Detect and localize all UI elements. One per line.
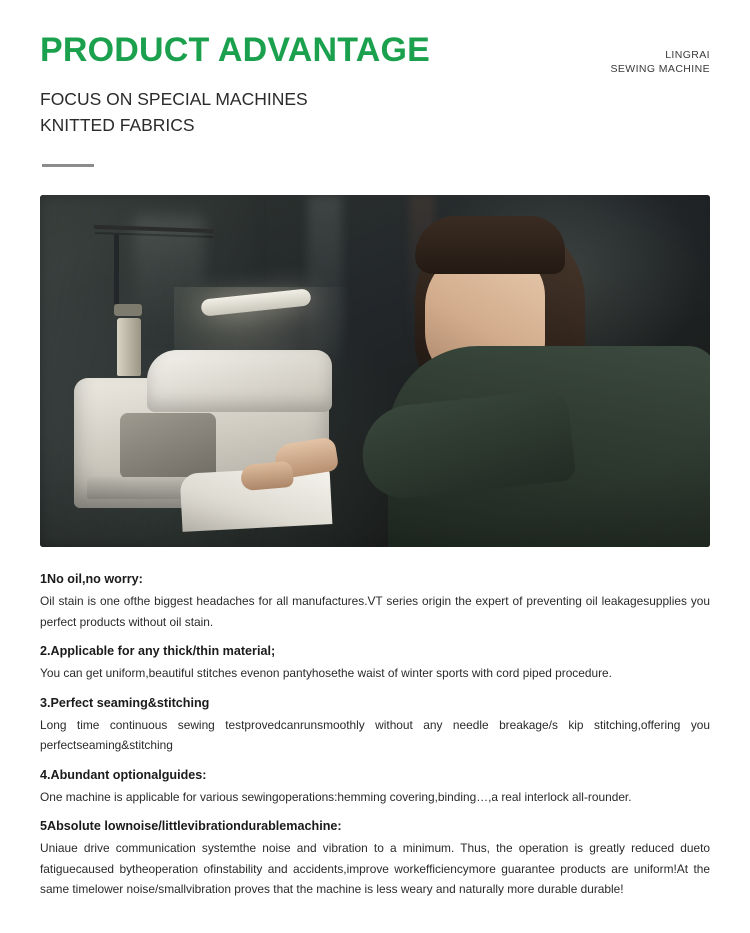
advantages-list [40,569,710,900]
photo-background [40,195,710,547]
brand-name: LINGRAI [665,49,710,61]
brand-tagline: SEWING MACHINE [610,63,710,75]
page-header [0,0,750,167]
advantage-heading: 3.Perfect seaming&stitching [40,695,210,710]
advantage-body: Uniaue drive communication systemthe noise and vibration to a minimum. Thus, the operation is greatly reduced dueto fatiguecaused bytheoperation ofinstability and accidents,improve workefficiencymore guarantee products are uniform!At the same timelower noise/smallvibration proves that the machine is less weary and naturally more durable durable! [40,841,710,896]
page-subtitle [40,86,710,138]
page-subtitle-line-2: KNITTED FABRICS [40,115,195,135]
advantage-body: One machine is applicable for various sewingoperations:hemming covering,binding…,a real interlock all-rounder. [40,789,632,804]
advantage-body: You can get uniform,beautiful stitches evenon pantyhosethe waist of winter sports with cord piped procedure. [40,666,612,680]
advantage-heading: 5Absolute lownoise/littlevibrationdurablemachine: [40,819,342,833]
hero-photo [40,195,710,547]
advantage-heading: 4.Abundant optionalguides: [40,767,207,782]
page-title: PRODUCT ADVANTAGE [40,31,430,69]
brand-mark [610,48,710,76]
advantage-heading: 2.Applicable for any thick/thin material; [40,644,276,658]
photo-vignette [40,195,710,547]
advantage-body: Long time continuous sewing testprovedcanrunsmoothly without any needle breakage/s kip stitching,offering you perfectseaming&stitching [40,717,710,752]
divider-rule [42,164,94,167]
advantage-heading: 1No oil,no worry: [40,572,143,586]
page-subtitle-line-1: FOCUS ON SPECIAL MACHINES [40,89,308,109]
advantage-body: Oil stain is one ofthe biggest headaches for all manufactures.VT series origin the expert of preventing oil leakagesupplies you perfect products without oil stain. [40,594,710,629]
